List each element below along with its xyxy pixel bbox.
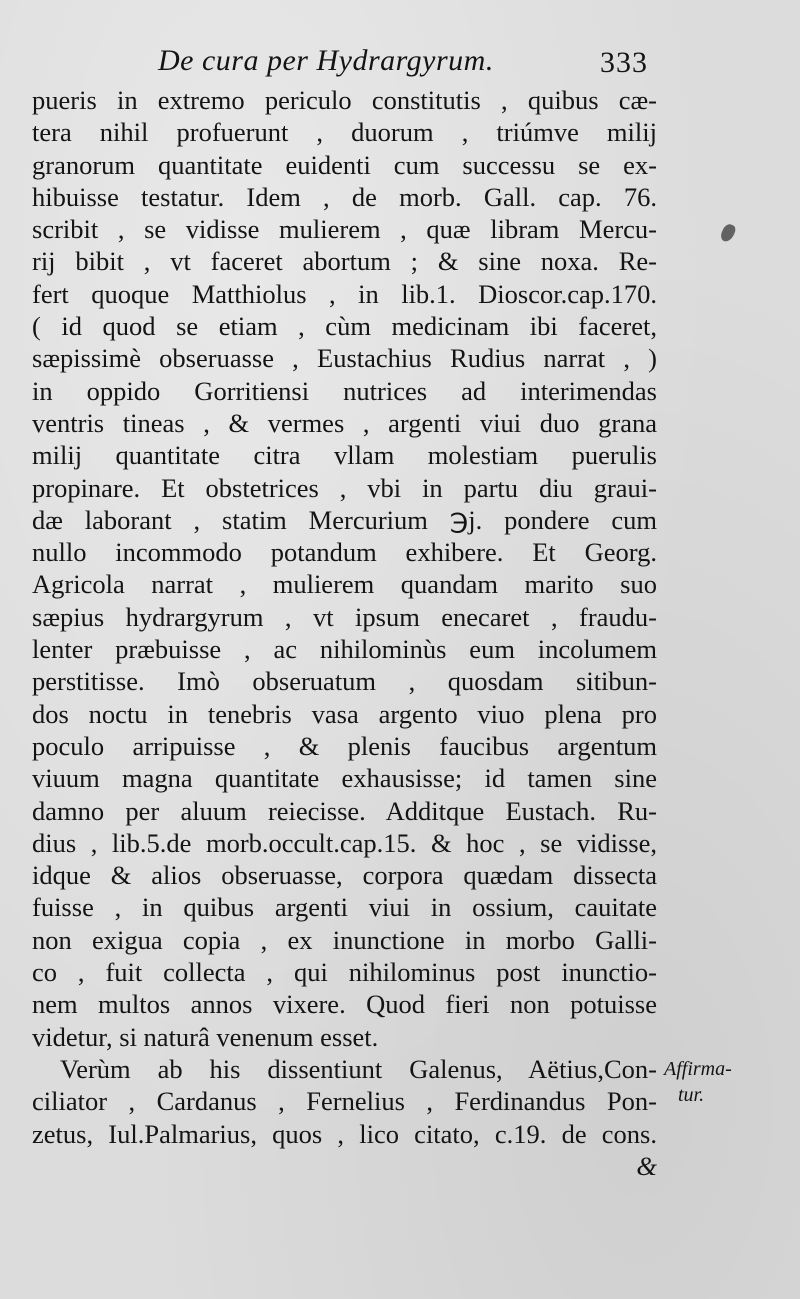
text-line: hibuisse testatur. Idem , de morb. Gall. cap. 76. [32, 181, 657, 212]
text-line: fuisse , in quibus argenti viui in ossium, cauitate [32, 892, 657, 923]
text-line: granorum quantitate euidenti cum successu se ex- [32, 149, 657, 180]
text-line: nem multos annos vixere. Quod fieri non potuisse [32, 989, 657, 1020]
paragraph-start-line: Verùm ab his dissentiunt Galenus, Aëtius,Con- [60, 1053, 657, 1084]
text-line: dæ laborant , statim Mercurium ℈j. pondere cum [32, 504, 657, 535]
text-line: ventris tineas , & vermes , argenti viui duo grana [32, 407, 657, 438]
text-line: milij quantitate citra vllam molestiam puerulis [32, 440, 657, 471]
text-line: damno per aluum reiecisse. Additque Eustach. Ru- [32, 795, 657, 826]
text-line: ( id quod se etiam , cùm medicinam ibi faceret, [32, 311, 657, 342]
body-text [32, 84, 657, 1182]
margin-note-line: tur. [678, 1084, 705, 1106]
text-line: zetus, Iul.Palmarius, quos , lico citato, c.19. de cons. [32, 1118, 657, 1149]
text-line: poculo arripuisse , & plenis faucibus argentum [32, 730, 657, 761]
text-line: scribit , se vidisse mulierem , quæ libram Mercu- [32, 214, 657, 245]
page-number: 333 [600, 46, 648, 79]
text-line: sæpissimè obseruasse , Eustachius Rudius narrat , ) [32, 343, 657, 374]
text-line: ciliator , Cardanus , Fernelius , Ferdinandus Pon- [32, 1086, 657, 1117]
text-line: non exigua copia , ex inunctione in morbo Galli- [32, 924, 657, 955]
catchword: & [636, 1150, 657, 1181]
text-line: lenter præbuisse , ac nihilominùs eum incolumem [32, 634, 657, 665]
text-line: sæpius hydrargyrum , vt ipsum enecaret , fraudu- [32, 601, 657, 632]
paragraph-end-line: videtur, si naturâ venenum esset. [32, 1021, 379, 1052]
text-line: perstitisse. Imò obseruatum , quosdam sitibun- [32, 666, 657, 697]
text-line: idque & alios obseruasse, corpora quædam dissecta [32, 860, 657, 891]
text-line: dos noctu in tenebris vasa argento viuo plena pro [32, 698, 657, 729]
ink-blot [719, 222, 737, 243]
margin-note-line: Affirma- [664, 1058, 732, 1080]
running-title: De cura per Hydrargyrum. [158, 44, 494, 77]
text-line: viuum magna quantitate exhausisse; id tamen sine [32, 763, 657, 794]
text-line: in oppido Gorritiensi nutrices ad interimendas [32, 375, 657, 406]
text-line: co , fuit collecta , qui nihilominus post inunctio- [32, 957, 657, 988]
text-line: rij bibit , vt faceret abortum ; & sine noxa. Re- [32, 246, 657, 277]
text-line: nullo incommodo potandum exhibere. Et Georg. [32, 537, 657, 568]
text-line: dius , lib.5.de morb.occult.cap.15. & hoc , se vidisse, [32, 827, 657, 858]
text-line: propinare. Et obstetrices , vbi in partu diu graui- [32, 472, 657, 503]
margin-note [664, 1056, 732, 1108]
text-line: fert quoque Matthiolus , in lib.1. Dioscor.cap.170. [32, 278, 657, 309]
text-line: pueris in extremo periculo constitutis , quibus cæ- [32, 85, 657, 115]
text-line: tera nihil profuerunt , duorum , triúmve milij [32, 117, 657, 148]
text-line: Agricola narrat , mulierem quandam marito suo [32, 569, 657, 600]
